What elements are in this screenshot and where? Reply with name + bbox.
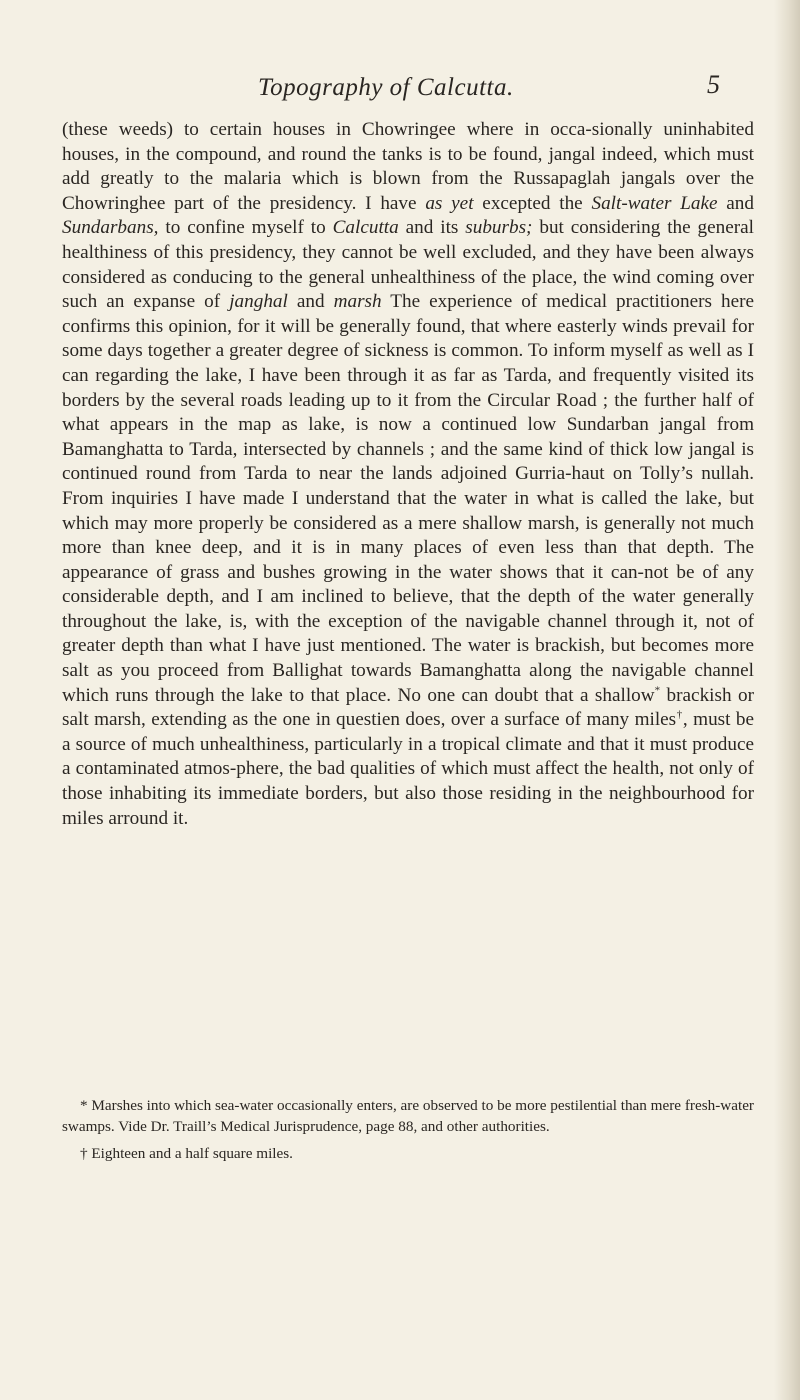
text-run: and bbox=[287, 291, 334, 313]
page-header bbox=[0, 70, 800, 114]
italic-run: janghal bbox=[229, 291, 288, 313]
text-run: The experience of medical practitioners here confirms this opinion, for it will be generally found, that where easterly winds prevail for some days together a greater degree of sickness is common. To inform myself as well as I can regarding the lake, I have been through it as far as Tarda, and frequently visited its borders by the several roads leading up to it from the Circular Road ; the further half of what appears in the map as lake, is now a continued low Sundarban jangal from Bamanghatta to Tarda, intersected by channels ; and the same kind of thick low jangal is continued round from Tarda to near the lands adjoined Gurria-haut on Tolly’s nullah. From inquiries I have made I understand that the water in what is called the lake, but which may more properly be considered as a mere shallow marsh, is generally not much more than knee deep, and it is in many places of even less than that depth. The appearance of grass and bushes growing in the water shows that it can-not be of any considerable depth, and I am inclined to believe, that the depth of the water generally throughout the lake, is, with the exception of the navigable channel through it, not of greater depth than what I have just mentioned. The water is brackish, but becomes more salt as you proceed from Ballighat towards Bamanghatta along the navigable channel which runs through the lake to that place. No one can doubt that a shallow bbox=[62, 291, 755, 706]
footnote: * Marshes into which sea-water occasionally enters, are observed to be more pestilential than mere fresh-water swamps. Vide Dr. Traill’s Medical Jurisprudence, page 88, and other authorities. bbox=[62, 1097, 754, 1135]
running-title: Topography of Calcutta. bbox=[258, 74, 514, 101]
italic-run: Sundarbans, bbox=[62, 217, 159, 239]
main-paragraph bbox=[62, 118, 754, 831]
page-spine-shadow bbox=[774, 0, 800, 1400]
page-number: 5 bbox=[707, 70, 720, 99]
italic-run: as yet bbox=[425, 192, 474, 214]
text-run: (these weeds) to certain houses in Chowringee where in occa-sionally uninhabited houses, in the compound, and round the tanks is to be found, jangal indeed, which must add greatly to the malaria which is blown from the Russapaglah jangals over the Chowringhee part of the presidency. I have bbox=[62, 119, 754, 214]
footnote: † Eighteen and a half square miles. bbox=[80, 1145, 293, 1162]
text-run: brackish or salt marsh, extending as the one in questien does, over a surface of many miles bbox=[62, 684, 754, 731]
footnote-marker: † bbox=[676, 708, 683, 721]
footnotes bbox=[62, 1095, 754, 1164]
footnote-marker: * bbox=[654, 684, 661, 697]
text-run: and bbox=[717, 192, 754, 214]
text-run: but considering the general healthiness of this presidency, they cannot be well excluded, and they have been always considered as conducing to the general unhealthiness of the place, the wind coming over such an expanse of bbox=[62, 217, 755, 313]
italic-run: Calcutta bbox=[332, 217, 399, 239]
text-run: and its bbox=[398, 217, 466, 239]
text-run: to confine myself to bbox=[158, 217, 333, 239]
italic-run: marsh bbox=[333, 291, 382, 313]
italic-run: suburbs; bbox=[465, 217, 533, 239]
text-run: excepted the bbox=[473, 192, 592, 214]
body-text bbox=[62, 118, 754, 831]
italic-run: Salt-water Lake bbox=[591, 192, 718, 214]
text-run: , must be a source of much unhealthiness, particularly in a tropical climate and that it must produce a contaminated atmos-phere, the bad qualities of which must affect the health, not only of those inhabiting its immediate borders, but also those residing in the neighbourhood for miles arround it. bbox=[62, 709, 755, 829]
